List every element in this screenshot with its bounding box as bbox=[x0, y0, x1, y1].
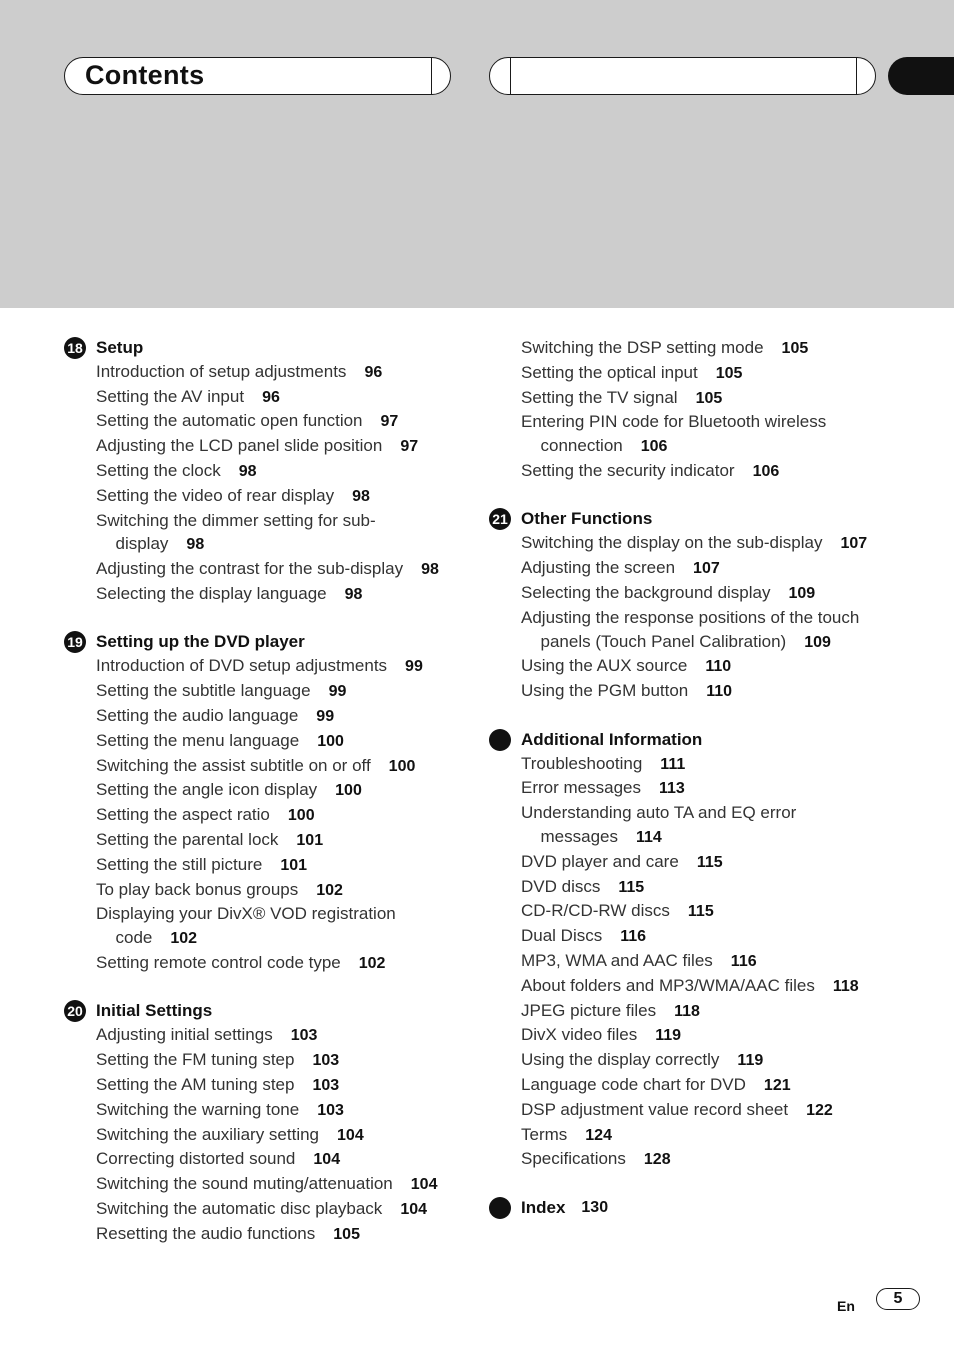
toc-entry[interactable] bbox=[521, 556, 909, 581]
toc-entry[interactable] bbox=[521, 459, 909, 484]
toc-entry[interactable] bbox=[521, 361, 909, 386]
toc-entry-text: Introduction of DVD setup adjustments bbox=[96, 656, 388, 676]
toc-entry[interactable] bbox=[96, 1048, 464, 1073]
section-number-badge bbox=[489, 1197, 511, 1219]
toc-entry-page: 118 bbox=[674, 1002, 700, 1020]
toc-entry-text: Entering PIN code for Bluetooth wireless connection bbox=[521, 412, 827, 456]
toc-entry-text: Setting the AM tuning step bbox=[96, 1074, 295, 1094]
toc-entry-text: Using the display correctly bbox=[521, 1050, 720, 1070]
toc-section bbox=[64, 631, 464, 976]
toc-entry-text: Introduction of setup adjustments bbox=[96, 361, 347, 381]
toc-entry-page: 99 bbox=[328, 683, 347, 701]
toc-entry[interactable] bbox=[521, 999, 909, 1024]
toc-entry-page: 98 bbox=[238, 462, 257, 480]
toc-entry-page: 114 bbox=[635, 828, 662, 846]
toc-entry[interactable] bbox=[521, 336, 909, 361]
section-title[interactable]: Setting up the DVD player bbox=[96, 632, 305, 652]
toc-entry[interactable] bbox=[96, 360, 464, 385]
toc-entry-page: 119 bbox=[655, 1027, 682, 1045]
section-heading bbox=[64, 631, 464, 655]
section-number-badge bbox=[489, 729, 511, 751]
section-heading bbox=[64, 336, 464, 360]
toc-entry-page: 118 bbox=[832, 977, 859, 995]
toc-entry[interactable] bbox=[96, 853, 464, 878]
toc-entry-text: Error messages bbox=[521, 778, 641, 798]
toc-entry[interactable] bbox=[521, 1073, 909, 1098]
toc-entry-text: Setting the parental lock bbox=[96, 829, 279, 849]
toc-entry-text: Selecting the display language bbox=[96, 583, 327, 603]
toc-entry-text: DivX video files bbox=[521, 1025, 638, 1045]
section-title[interactable]: Other Functions bbox=[521, 509, 653, 529]
toc-entry-text: Setting the security indicator bbox=[521, 460, 735, 480]
toc-entry-text: Terms bbox=[521, 1124, 568, 1144]
toc-entry-page: 105 bbox=[715, 364, 743, 382]
toc-entry[interactable] bbox=[96, 754, 464, 779]
toc-entry-text: To play back bonus groups bbox=[96, 879, 299, 899]
section-number-badge: 21 bbox=[489, 508, 511, 530]
toc-entry-page: 103 bbox=[312, 1052, 340, 1070]
toc-section bbox=[64, 336, 464, 607]
toc-entry-text: Setting the audio language bbox=[96, 705, 299, 725]
toc-entry-text: Adjusting the screen bbox=[521, 558, 676, 578]
toc-entry-text: Setting the video of rear display bbox=[96, 485, 335, 505]
toc-entry-page: 105 bbox=[695, 389, 723, 407]
toc-entry[interactable] bbox=[96, 509, 464, 558]
toc-entry-page: 116 bbox=[730, 952, 757, 970]
toc-entry-text: Adjusting initial settings bbox=[96, 1025, 273, 1045]
toc-entry[interactable] bbox=[96, 1098, 464, 1123]
section-title[interactable]: Index bbox=[521, 1197, 566, 1217]
toc-entry[interactable] bbox=[96, 778, 464, 803]
toc-entry-page: 98 bbox=[186, 536, 205, 554]
toc-entry[interactable] bbox=[521, 974, 909, 999]
toc-entry-text: Switching the display on the sub-display bbox=[521, 533, 823, 553]
toc-entry[interactable] bbox=[96, 828, 464, 853]
toc-entry-page: 113 bbox=[658, 780, 685, 798]
header-empty-box bbox=[489, 57, 876, 95]
toc-entry[interactable] bbox=[96, 951, 464, 976]
toc-entry-page: 96 bbox=[262, 388, 280, 406]
toc-entry-text: Dual Discs bbox=[521, 926, 603, 946]
toc-entry[interactable] bbox=[96, 878, 464, 903]
section-title[interactable]: Setup bbox=[96, 337, 144, 357]
toc-entry-page: 102 bbox=[170, 930, 198, 948]
toc-entry-page: 100 bbox=[388, 757, 416, 775]
toc-entry[interactable] bbox=[521, 949, 909, 974]
toc-entry[interactable] bbox=[521, 850, 909, 875]
toc-entry[interactable] bbox=[96, 729, 464, 754]
toc-entry-page: 124 bbox=[585, 1126, 612, 1144]
toc-entry-page: 103 bbox=[317, 1101, 344, 1119]
toc-entry-text: Switching the DSP setting mode bbox=[521, 338, 764, 357]
toc-entry[interactable] bbox=[521, 1098, 909, 1123]
toc-entry-text: Switching the assist subtitle on or off bbox=[96, 755, 371, 775]
toc-entry-page: 109 bbox=[788, 584, 816, 602]
toc-entry[interactable] bbox=[521, 654, 909, 679]
toc-entry[interactable] bbox=[521, 386, 909, 411]
toc-entry-page: 109 bbox=[804, 633, 831, 651]
toc-entry-page: 104 bbox=[400, 1200, 428, 1218]
toc-entry[interactable] bbox=[96, 409, 464, 434]
toc-entry-page: 98 bbox=[344, 585, 363, 603]
toc-entry-page: 111 bbox=[660, 755, 686, 773]
toc-entry[interactable] bbox=[521, 875, 909, 900]
toc-entry[interactable] bbox=[96, 654, 464, 679]
title-box-divider bbox=[431, 58, 432, 94]
toc-entry-page: 100 bbox=[287, 807, 315, 825]
toc-entry[interactable] bbox=[521, 679, 909, 704]
page-number: 5 bbox=[876, 1288, 920, 1310]
toc-entry[interactable] bbox=[521, 1147, 909, 1172]
toc-left-column bbox=[64, 336, 464, 1270]
section-title[interactable]: Additional Information bbox=[521, 729, 703, 749]
section-page-number: 130 bbox=[581, 1198, 609, 1216]
toc-entry-page: 100 bbox=[335, 782, 362, 800]
toc-entry-text: DSP adjustment value record sheet bbox=[521, 1099, 789, 1119]
toc-entry-page: 116 bbox=[620, 928, 647, 946]
toc-entry[interactable] bbox=[96, 1023, 464, 1048]
empty-box-divider-right bbox=[856, 58, 857, 94]
toc-section bbox=[64, 1000, 464, 1247]
toc-entry[interactable] bbox=[96, 1222, 464, 1247]
section-heading bbox=[489, 1196, 909, 1220]
toc-entry-text: Setting the menu language bbox=[96, 730, 300, 750]
footer-language: En bbox=[837, 1298, 855, 1314]
toc-entry-text: Adjusting the response positions of the touch panels (Touch Panel Calibration) bbox=[521, 607, 860, 651]
toc-entry-text: DVD discs bbox=[521, 876, 601, 896]
toc-entry-page: 99 bbox=[316, 707, 335, 725]
toc-entry-text: MP3, WMA and AAC files bbox=[521, 950, 713, 970]
toc-entry[interactable] bbox=[96, 582, 464, 607]
toc-entry-page: 97 bbox=[400, 438, 419, 456]
toc-entry-text: Setting the FM tuning step bbox=[96, 1050, 295, 1070]
toc-entry-text: Displaying your DivX® VOD registration code bbox=[96, 904, 396, 948]
toc-entry[interactable] bbox=[521, 531, 909, 556]
toc-entry-text: Language code chart for DVD bbox=[521, 1074, 746, 1094]
toc-entry-page: 119 bbox=[737, 1052, 764, 1070]
toc-entry[interactable] bbox=[96, 459, 464, 484]
toc-entry[interactable] bbox=[96, 484, 464, 509]
toc-entry-text: Switching the automatic disc playback bbox=[96, 1198, 383, 1218]
toc-entry-text: Troubleshooting bbox=[521, 753, 643, 773]
toc-entry-text: Understanding auto TA and EQ error messages bbox=[521, 803, 797, 846]
toc-entry-text: Setting the subtitle language bbox=[96, 681, 311, 701]
page-title: Contents bbox=[85, 60, 205, 90]
toc-entry-page: 110 bbox=[706, 683, 733, 701]
toc-entry-page: 105 bbox=[781, 340, 809, 357]
toc-entry-text: Switching the sound muting/attenuation bbox=[96, 1174, 393, 1194]
toc-entry-page: 100 bbox=[317, 732, 344, 750]
toc-entry-text: Setting the TV signal bbox=[521, 387, 678, 407]
toc-entry-text: Correcting distorted sound bbox=[96, 1149, 296, 1169]
toc-entry-page: 105 bbox=[333, 1225, 360, 1243]
toc-entry-page: 101 bbox=[296, 831, 324, 849]
toc-entry-text: Selecting the background display bbox=[521, 582, 771, 602]
toc-section bbox=[489, 508, 909, 704]
toc-entry[interactable] bbox=[96, 679, 464, 704]
toc-entry-text: JPEG picture files bbox=[521, 1000, 657, 1020]
toc-entry-page: 110 bbox=[705, 658, 732, 676]
toc-entry-text: Adjusting the contrast for the sub-display bbox=[96, 559, 404, 579]
toc-entry-text: Setting the aspect ratio bbox=[96, 805, 270, 825]
toc-entry-text: Resetting the audio functions bbox=[96, 1223, 316, 1243]
toc-entry-page: 97 bbox=[380, 413, 399, 431]
toc-right-column bbox=[489, 336, 909, 1243]
toc-entry[interactable] bbox=[521, 899, 909, 924]
toc-entry[interactable] bbox=[96, 1123, 464, 1148]
toc-entry[interactable] bbox=[96, 1172, 464, 1197]
toc-entry-page: 107 bbox=[840, 535, 868, 553]
toc-entry-text: DVD player and care bbox=[521, 851, 679, 871]
header-band bbox=[0, 0, 954, 308]
toc-entry-text: Switching the auxiliary setting bbox=[96, 1124, 320, 1144]
toc-entry[interactable] bbox=[96, 902, 464, 951]
toc-entry-page: 128 bbox=[643, 1151, 671, 1169]
toc-entry-page: 104 bbox=[337, 1126, 364, 1144]
toc-entry-page: 115 bbox=[618, 878, 645, 896]
toc-entry-page: 104 bbox=[313, 1151, 341, 1169]
toc-section bbox=[489, 336, 909, 484]
toc-entry-page: 115 bbox=[696, 853, 723, 871]
toc-entry-page: 115 bbox=[687, 903, 714, 921]
toc-entry[interactable] bbox=[96, 385, 464, 410]
toc-entry-page: 99 bbox=[405, 658, 423, 676]
toc-entry[interactable] bbox=[521, 776, 909, 801]
toc-entry-page: 103 bbox=[290, 1027, 318, 1045]
toc-entry-page: 98 bbox=[421, 561, 439, 579]
toc-entry-page: 122 bbox=[806, 1101, 833, 1119]
section-number-badge: 20 bbox=[64, 1000, 86, 1022]
toc-entry-text: Setting the AV input bbox=[96, 386, 245, 406]
toc-entry-page: 102 bbox=[316, 881, 343, 899]
toc-entry[interactable] bbox=[96, 1197, 464, 1222]
toc-entry[interactable] bbox=[521, 752, 909, 777]
toc-entry-text: Using the AUX source bbox=[521, 656, 688, 676]
toc-entry-text: Setting the angle icon display bbox=[96, 780, 318, 800]
empty-box-divider-left bbox=[510, 58, 511, 94]
toc-entry[interactable] bbox=[96, 434, 464, 459]
toc-entry[interactable] bbox=[96, 803, 464, 828]
toc-section bbox=[489, 728, 909, 1172]
contents-title-box bbox=[64, 57, 451, 95]
toc-entry-page: 103 bbox=[312, 1076, 340, 1094]
section-title[interactable]: Initial Settings bbox=[96, 1001, 213, 1021]
toc-entry-page: 101 bbox=[280, 856, 308, 874]
toc-entry-text: CD-R/CD-RW discs bbox=[521, 901, 670, 921]
toc-entry[interactable] bbox=[521, 801, 909, 850]
toc-entry[interactable] bbox=[96, 557, 464, 582]
toc-entry-text: Setting the clock bbox=[96, 460, 221, 480]
toc-entry[interactable] bbox=[521, 1123, 909, 1148]
toc-entry-page: 106 bbox=[640, 438, 668, 456]
section-heading bbox=[64, 1000, 464, 1024]
section-heading bbox=[489, 508, 909, 532]
toc-entry[interactable] bbox=[521, 924, 909, 949]
toc-entry[interactable] bbox=[521, 581, 909, 606]
toc-entry[interactable] bbox=[96, 1073, 464, 1098]
toc-section bbox=[489, 1196, 909, 1220]
toc-entry-page: 102 bbox=[358, 954, 386, 972]
section-tab bbox=[888, 57, 954, 95]
toc-entry-page: 107 bbox=[693, 560, 720, 578]
toc-entry-page: 106 bbox=[752, 462, 780, 480]
toc-entry[interactable] bbox=[96, 1147, 464, 1172]
toc-entry-text: Setting remote control code type bbox=[96, 952, 341, 972]
toc-entry[interactable] bbox=[521, 1023, 909, 1048]
section-heading bbox=[489, 728, 909, 752]
toc-entry[interactable] bbox=[521, 1048, 909, 1073]
toc-entry-text: Switching the dimmer setting for sub-display bbox=[96, 510, 376, 554]
toc-entry-text: Switching the warning tone bbox=[96, 1099, 300, 1119]
toc-entry-page: 121 bbox=[763, 1076, 791, 1094]
toc-entry-text: About folders and MP3/WMA/AAC files bbox=[521, 975, 815, 995]
toc-entry-text: Setting the optical input bbox=[521, 362, 698, 382]
toc-entry-page: 104 bbox=[410, 1176, 438, 1194]
toc-entry-text: Specifications bbox=[521, 1149, 626, 1169]
section-number-badge: 19 bbox=[64, 631, 86, 653]
toc-entry-page: 98 bbox=[352, 487, 370, 505]
toc-entry-text: Using the PGM button bbox=[521, 681, 689, 701]
toc-entry-text: Setting the automatic open function bbox=[96, 411, 363, 431]
toc-entry[interactable] bbox=[96, 704, 464, 729]
toc-entry-text: Setting the still picture bbox=[96, 854, 263, 874]
toc-entry[interactable] bbox=[521, 410, 909, 459]
toc-entry-text: Adjusting the LCD panel slide position bbox=[96, 436, 383, 456]
toc-entry-page: 96 bbox=[364, 363, 383, 381]
toc-entry[interactable] bbox=[521, 606, 909, 655]
section-number-badge: 18 bbox=[64, 337, 86, 359]
